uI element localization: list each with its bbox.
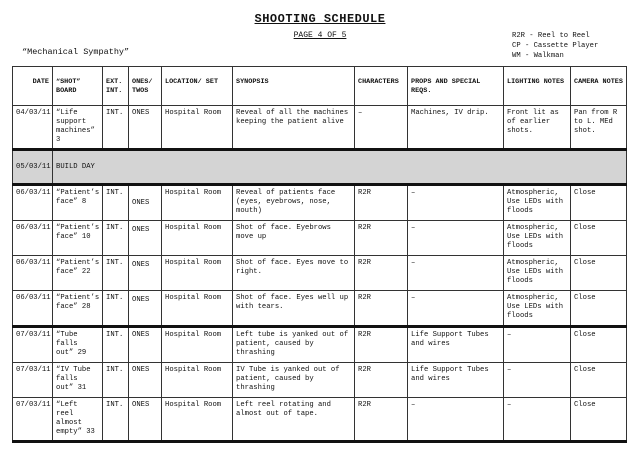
legend-item: CP - Cassette Player [512, 42, 599, 50]
cell-date: 06/03/11 [13, 221, 53, 256]
cell-characters: R2R [355, 291, 408, 327]
cell-synopsis: Left tube is yanked out of patient, caused by thrashing [233, 327, 355, 363]
cell-location: Hospital Room [162, 256, 233, 291]
cell-shot: “Life support machines” 3 [53, 106, 103, 150]
cell-lighting: Atmospheric, Use LEDs with floods [504, 291, 571, 327]
cell-ones-twos: ONES [129, 363, 162, 398]
cell-lighting: Atmospheric, Use LEDs with floods [504, 256, 571, 291]
cell-lighting: – [504, 327, 571, 363]
ones-value: ONES [132, 226, 150, 234]
cell-camera: Close [571, 221, 627, 256]
cell-date: 06/03/11 [13, 185, 53, 221]
cell-ext-int: INT. [103, 106, 129, 150]
table-row [13, 106, 627, 150]
cell-synopsis: Shot of face. Eyes move to right. [233, 256, 355, 291]
cell-synopsis: Reveal of patients face (eyes, eyebrows, nose, mouth) [233, 185, 355, 221]
col-header-shot: “SHOT” BOARD [53, 67, 103, 106]
cell-ones-twos [129, 291, 162, 327]
cell-ones-twos: ONES [129, 398, 162, 442]
table-row [13, 398, 627, 442]
table-row [13, 185, 627, 221]
cell-characters: R2R [355, 256, 408, 291]
cell-camera: Close [571, 291, 627, 327]
col-header-synopsis: SYNOPSIS [233, 67, 355, 106]
cell-characters: R2R [355, 398, 408, 442]
cell-camera: Close [571, 363, 627, 398]
document-title: SHOOTING SCHEDULE [254, 12, 386, 26]
cell-camera: Close [571, 256, 627, 291]
cell-ext-int: INT. [103, 398, 129, 442]
table-row [13, 291, 627, 327]
header-row [13, 67, 627, 106]
cell-location: Hospital Room [162, 398, 233, 442]
cell-characters: R2R [355, 363, 408, 398]
cell-props: – [408, 256, 504, 291]
cell-date: 07/03/11 [13, 398, 53, 442]
cell-camera: Close [571, 327, 627, 363]
cell-characters: R2R [355, 221, 408, 256]
cell-ext-int: INT. [103, 256, 129, 291]
cell-shot: “Tube falls out” 29 [53, 327, 103, 363]
table-row [13, 221, 627, 256]
cell-ones-twos [129, 256, 162, 291]
cell-shot: “IV Tube falls out” 31 [53, 363, 103, 398]
cell-location: Hospital Room [162, 291, 233, 327]
table-row [13, 363, 627, 398]
cell-date: 07/03/11 [13, 327, 53, 363]
build-day-label: BUILD DAY [53, 150, 627, 185]
cell-synopsis: Left reel rotating and almost out of tape. [233, 398, 355, 442]
cell-props: – [408, 398, 504, 442]
legend-item: WM - Walkman [512, 52, 564, 60]
col-header-characters: CHARACTERS [355, 67, 408, 106]
cell-props: Life Support Tubes and wires [408, 363, 504, 398]
cell-synopsis: IV Tube is yanked out of patient, caused by thrashing [233, 363, 355, 398]
cell-lighting: Front lit as of earlier shots. [504, 106, 571, 150]
cell-ext-int: INT. [103, 185, 129, 221]
ones-value: ONES [132, 261, 150, 269]
col-header-props: PROPS AND SPECIAL REQS. [408, 67, 504, 106]
cell-lighting: – [504, 363, 571, 398]
cell-ext-int: INT. [103, 221, 129, 256]
cell-date: 07/03/11 [13, 363, 53, 398]
cell-lighting: Atmospheric, Use LEDs with floods [504, 221, 571, 256]
cell-lighting: Atmospheric, Use LEDs with floods [504, 185, 571, 221]
col-header-lighting: LIGHTING NOTES [504, 67, 571, 106]
table-row [13, 327, 627, 363]
col-header-ext-int: EXT. INT. [103, 67, 129, 106]
col-header-ones-twos: ONES/ TWOS [129, 67, 162, 106]
cell-props: Machines, IV drip. [408, 106, 504, 150]
cell-shot: “Patient’s face” 28 [53, 291, 103, 327]
col-header-location: LOCATION/ SET [162, 67, 233, 106]
cell-lighting: – [504, 398, 571, 442]
cell-date: 04/03/11 [13, 106, 53, 150]
cell-shot: “Patient’s face” 22 [53, 256, 103, 291]
cell-ones-twos [129, 221, 162, 256]
cell-camera: Close [571, 185, 627, 221]
cell-ext-int: INT. [103, 291, 129, 327]
shooting-schedule-table [12, 66, 627, 443]
cell-ext-int: INT. [103, 363, 129, 398]
cell-location: Hospital Room [162, 185, 233, 221]
cell-characters: R2R [355, 185, 408, 221]
ones-value: ONES [132, 296, 150, 304]
cell-shot: “Left reel almost empty” 33 [53, 398, 103, 442]
cell-characters: R2R [355, 327, 408, 363]
cell-ext-int: INT. [103, 327, 129, 363]
cell-characters: – [355, 106, 408, 150]
cell-date: 05/03/11 [13, 150, 53, 185]
col-header-date: DATE [13, 67, 53, 106]
cell-synopsis: Shot of face. Eyes well up with tears. [233, 291, 355, 327]
cell-location: Hospital Room [162, 363, 233, 398]
cell-synopsis: Reveal of all the machines keeping the patient alive [233, 106, 355, 150]
cell-ones-twos: ONES [129, 327, 162, 363]
ones-value: ONES [132, 199, 150, 207]
cell-shot: “Patient’s face” 10 [53, 221, 103, 256]
cell-ones-twos [129, 185, 162, 221]
cell-props: – [408, 291, 504, 327]
cell-camera: Pan from R to L. MEd shot. [571, 106, 627, 150]
cell-props: – [408, 221, 504, 256]
cell-shot: “Patient’s face” 8 [53, 185, 103, 221]
build-day-row [13, 150, 627, 185]
cell-date: 06/03/11 [13, 291, 53, 327]
table-row [13, 256, 627, 291]
page-number: PAGE 4 OF 5 [293, 31, 347, 40]
cell-camera: Close [571, 398, 627, 442]
legend-item: R2R - Reel to Reel [512, 32, 590, 40]
cell-location: Hospital Room [162, 327, 233, 363]
cell-date: 06/03/11 [13, 256, 53, 291]
abbreviation-legend [512, 31, 598, 61]
cell-props: Life Support Tubes and wires [408, 327, 504, 363]
cell-props: – [408, 185, 504, 221]
cell-location: Hospital Room [162, 106, 233, 150]
cell-ones-twos: ONES [129, 106, 162, 150]
cell-synopsis: Shot of face. Eyebrows move up [233, 221, 355, 256]
episode-title: “Mechanical Sympathy” [22, 47, 130, 57]
cell-location: Hospital Room [162, 221, 233, 256]
col-header-camera: CAMERA NOTES [571, 67, 627, 106]
